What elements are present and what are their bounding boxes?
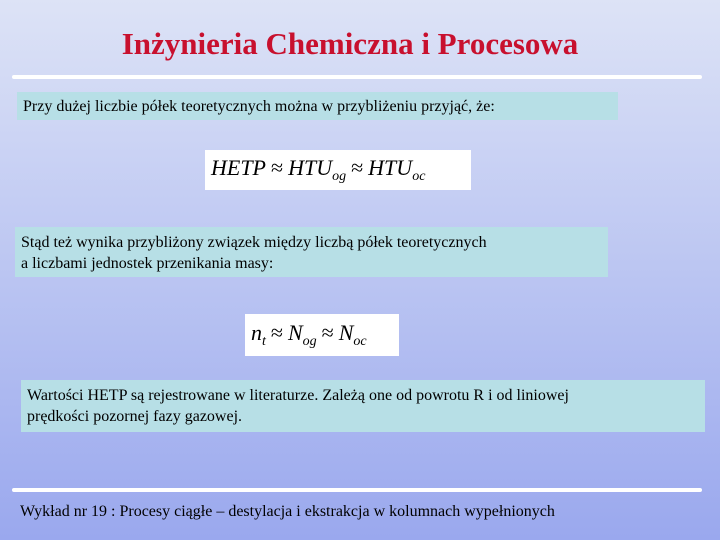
eq1-term-1: HETP xyxy=(211,155,266,180)
eq2-sub-2: og xyxy=(302,334,317,349)
eq2-approx-1: ≈ xyxy=(270,320,283,345)
text-2-line-1: Stąd też wynika przybliżony związek między liczbą półek teoretycznych xyxy=(21,234,487,251)
text-2-line-2: a liczbami jednostek przenikania masy: xyxy=(21,255,274,272)
eq2-term-1: n xyxy=(251,320,262,345)
text-3-line-2: prędkości pozornej fazy gazowej. xyxy=(27,408,243,425)
eq2-term-2: N xyxy=(287,320,303,345)
text-box-3 xyxy=(21,380,705,432)
eq1-approx-1: ≈ xyxy=(271,155,284,180)
eq2-sub-1: t xyxy=(262,334,266,349)
eq2-sub-3: oc xyxy=(353,334,367,349)
eq1-term-3: HTU xyxy=(368,155,413,180)
text-3-line-1: Wartości HETP są rejestrowane w literaturze. Zależą one od powrotu R i od liniowej xyxy=(27,387,569,404)
text-box-2 xyxy=(15,227,608,277)
footer-text: Wykład nr 19 : Procesy ciągłe – destylacja i ekstrakcja w kolumnach wypełnionych xyxy=(20,503,555,520)
text-box-1 xyxy=(17,92,618,120)
text-1: Przy dużej liczbie półek teoretycznych można w przybliżeniu przyjąć, że: xyxy=(23,98,495,115)
eq1-sub-2: og xyxy=(332,169,347,184)
bottom-divider xyxy=(12,488,702,492)
equation-nt-n xyxy=(245,314,399,356)
eq1-sub-3: oc xyxy=(412,169,426,184)
eq2-term-3: N xyxy=(338,320,354,345)
top-divider xyxy=(12,75,702,79)
eq1-term-2: HTU xyxy=(288,155,333,180)
slide-title: Inżynieria Chemiczna i Procesowa xyxy=(121,26,579,61)
eq1-approx-2: ≈ xyxy=(351,155,364,180)
equation-hetp-htu xyxy=(205,150,471,190)
eq2-approx-2: ≈ xyxy=(321,320,334,345)
